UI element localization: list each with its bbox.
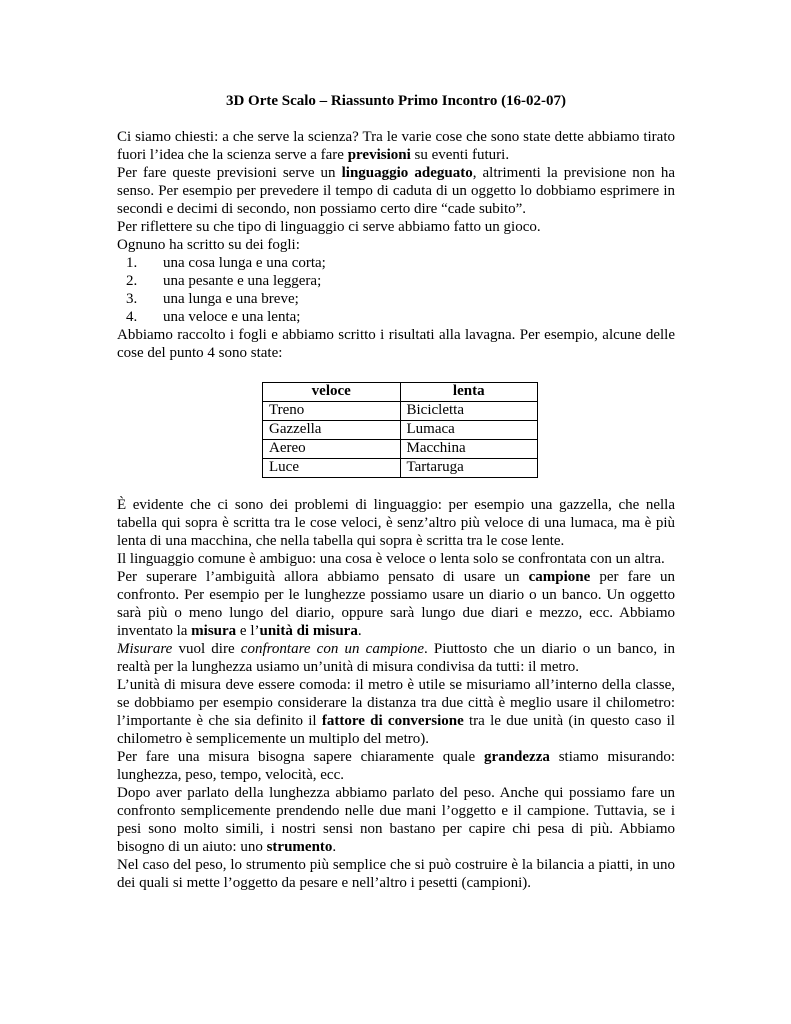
paragraph-sample: Per superare l’ambiguità allora abbiamo pensato di usare un campione per fare un confronto. Per esempio per le lunghezze possiamo usare un diario o un banco. Un oggetto sarà più o meno lungo del diario, oppure sarà lungo due diari e mezzo, ecc. Abbiamo inventato la misura e l’unità di misura. — [117, 569, 675, 639]
table-cell: Aereo — [263, 440, 401, 459]
column-header-veloce: veloce — [263, 383, 401, 402]
term-confrontare: confrontare con un campione — [240, 641, 424, 657]
list-item — [117, 308, 675, 326]
table-row — [263, 421, 538, 440]
table-cell: Luce — [263, 459, 401, 478]
paragraph-results: Abbiamo raccolto i fogli e abbiamo scritto i risultati alla lavagna. Per esempio, alcune delle cose del punto 4 sono state: — [117, 327, 675, 361]
list-item — [117, 290, 675, 308]
table-cell: Treno — [263, 402, 401, 421]
table-row — [263, 402, 538, 421]
term-strumento: strumento — [266, 839, 333, 855]
term-misura: misura — [191, 623, 237, 639]
list-item-number: 4. — [126, 309, 138, 325]
paragraph-game: Per riflettere su che tipo di linguaggio ci serve abbiamo fatto un gioco. — [117, 219, 541, 235]
table-row — [263, 459, 538, 478]
table-row — [263, 440, 538, 459]
list-item-text: una cosa lunga e una corta; — [163, 255, 326, 271]
term-misurare: Misurare — [117, 641, 173, 657]
paragraph-ambiguity: Il linguaggio comune è ambiguo: una cosa è veloce o lenta solo se confrontata con un altra. — [117, 551, 665, 567]
paragraph-language: Per fare queste previsioni serve un linguaggio adeguato, altrimenti la previsione non ha senso. Per esempio per prevedere il tempo di caduta di un oggetto lo dobbiamo esprimere in secondi e decimi di secondo, non possiamo certo dire “cade subito”. — [117, 165, 676, 217]
list-item-text: una pesante e una leggera; — [163, 273, 322, 289]
table-header-row — [263, 383, 538, 402]
list-item-text: una veloce e una lenta; — [163, 309, 301, 325]
term-previsioni: previsioni — [347, 147, 411, 163]
term-unita-di-misura: unità di misura — [259, 623, 358, 639]
list-item-number: 3. — [126, 291, 138, 307]
comparison-table — [262, 382, 538, 478]
numbered-list — [117, 254, 675, 326]
paragraph-quantity: Per fare una misura bisogna sapere chiaramente quale grandezza stiamo misurando: lunghezza, peso, tempo, velocità, ecc. — [117, 749, 675, 783]
table-cell: Gazzella — [263, 421, 401, 440]
list-item — [117, 254, 675, 272]
term-grandezza: grandezza — [484, 749, 550, 765]
list-item-number: 2. — [126, 273, 138, 289]
term-fattore-di-conversione: fattore di conversione — [321, 713, 464, 729]
document-title: 3D Orte Scalo – Riassunto Primo Incontro (16-02-07) — [225, 93, 567, 109]
paragraph-language-problems: È evidente che ci sono dei problemi di linguaggio: per esempio una gazzella, che nella tabella qui sopra è scritta tra le cose veloci, è senz’altro più veloce di una lumaca, ma è più lenta di una macchina, che nella tabella qui sopra è scritta tra le cose lente. — [117, 497, 675, 549]
paragraph-science-purpose: Ci siamo chiesti: a che serve la scienza? Tra le varie cose che sono state dette abbiamo tirato fuori l’idea che la scienza serve a fare previsioni su eventi futuri. — [117, 129, 675, 163]
table-cell: Macchina — [400, 440, 538, 459]
paragraph-measuring: Misurare vuol dire confrontare con un campione. Piuttosto che un diario o un banco, in realtà per la lunghezza usiamo un’unità di misura condivisa da tutti: il metro. — [117, 641, 676, 675]
list-item-number: 1. — [126, 255, 138, 271]
table-cell: Lumaca — [400, 421, 538, 440]
list-item — [117, 272, 675, 290]
term-campione: campione — [528, 569, 591, 585]
comparison-table-wrapper — [262, 382, 675, 478]
table-cell: Tartaruga — [400, 459, 538, 478]
paragraph-unit: L’unità di misura deve essere comoda: il metro è utile se misuriamo all’interno della classe, se dobbiamo per esempio considerare la distanza tra due città è meglio usare il chilometro: l’importante è che sia definito il fattore di conversione tra le due unità (in questo caso il chilometro è semplicemente un multiplo del metro). — [117, 677, 675, 747]
paragraph-weight: Dopo aver parlato della lunghezza abbiamo parlato del peso. Anche qui possiamo fare un confronto semplicemente prendendo nelle due mani l’oggetto e il campione. Tuttavia, se i pesi sono molto simili, i nostri sensi non bastano per capire chi pesa di più. Abbiamo bisogno di un aiuto: uno strumento. — [117, 785, 675, 855]
list-item-text: una lunga e una breve; — [163, 291, 299, 307]
table-cell: Bicicletta — [400, 402, 538, 421]
paragraph-balance: Nel caso del peso, lo strumento più semplice che si può costruire è la bilancia a piatti, in uno dei quali si mette l’oggetto da pesare e nell’altro i pesetti (campioni). — [117, 857, 675, 891]
document-page — [117, 92, 675, 892]
paragraph-sheets: Ognuno ha scritto su dei fogli: — [117, 237, 300, 253]
term-linguaggio-adeguato: linguaggio adeguato — [341, 165, 473, 181]
column-header-lenta: lenta — [400, 383, 538, 402]
